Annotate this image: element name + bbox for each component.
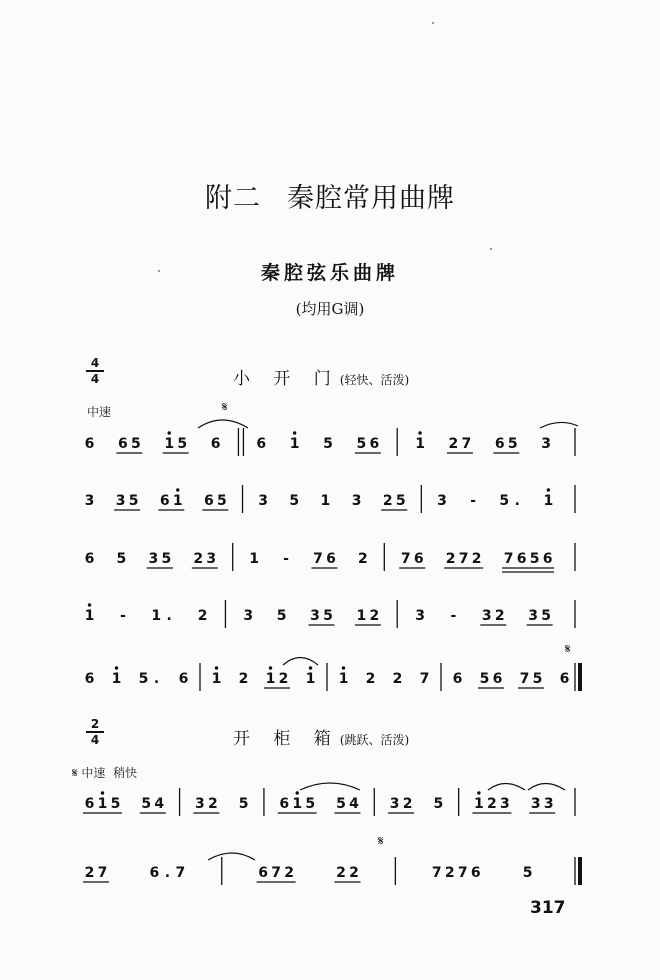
note: 3 (148, 551, 159, 567)
note: 7 (97, 865, 108, 881)
note: 1 (211, 671, 222, 687)
note: 2 (448, 436, 459, 452)
note: 7 (271, 865, 281, 881)
note: 6 (470, 865, 481, 881)
note: 1 (172, 493, 183, 509)
piece-name: 小 开 门 (233, 369, 340, 389)
note: 7 (461, 436, 472, 452)
note: 2 (369, 608, 380, 624)
section-subtitle: 秦腔弦乐曲牌 (260, 262, 399, 284)
octave-dot (115, 666, 118, 669)
note: . (153, 671, 160, 687)
note: 2 (487, 796, 497, 812)
note: 2 (444, 865, 455, 881)
note: 3 (530, 796, 541, 812)
note: . (164, 865, 171, 881)
note: 3 (500, 796, 510, 812)
note: 6 (84, 436, 95, 452)
note: 5 (532, 671, 543, 687)
time-sig-top: 2 (90, 717, 100, 731)
note: 2 (207, 796, 218, 812)
slur (283, 658, 318, 666)
note: 3 (543, 796, 554, 812)
note: 1 (249, 551, 259, 567)
note: 4 (349, 796, 359, 812)
note: 2 (193, 551, 204, 567)
note: 2 (402, 796, 413, 812)
octave-dot (168, 431, 171, 434)
note: 2 (382, 493, 393, 509)
note: 2 (494, 608, 505, 624)
segno-icon: 𝄋 (565, 642, 571, 657)
note: 5 (138, 671, 149, 687)
note: 6 (452, 671, 463, 687)
note: - (119, 608, 126, 624)
note: 1 (474, 796, 484, 812)
note: - (470, 493, 477, 509)
note: 6 (326, 551, 336, 567)
note: 6 (542, 551, 553, 567)
note: 7 (400, 551, 411, 567)
note: 6 (413, 551, 424, 567)
note: 5 (177, 436, 188, 452)
octave-dot (547, 488, 550, 491)
piece-character: (轻快、活泼) (339, 373, 410, 387)
slur (300, 783, 360, 790)
note: 5 (336, 796, 346, 812)
note: 7 (431, 865, 442, 881)
note: 5 (323, 436, 333, 452)
segno-icon: 𝄋 (72, 766, 78, 781)
note: 2 (365, 671, 376, 687)
octave-dot (477, 791, 480, 794)
note: 3 (84, 493, 95, 509)
note: 5 (217, 493, 227, 509)
time-sig-bottom: 4 (90, 372, 100, 386)
note: 6 (494, 436, 505, 452)
octave-dot (88, 603, 91, 606)
tempo-marking-1: 中速 (87, 405, 112, 419)
note: 1 (151, 608, 162, 624)
note: 7 (419, 671, 430, 687)
note: 3 (115, 493, 126, 509)
tempo-extra: 稍快 (113, 766, 138, 780)
note: 1 (265, 671, 276, 687)
note: 3 (258, 493, 269, 509)
note: 2 (445, 551, 456, 567)
note: 6 (279, 796, 290, 812)
time-sig-top: 4 (90, 356, 100, 370)
note: 6 (84, 796, 95, 812)
note: 2 (84, 865, 95, 881)
note: 7 (503, 551, 514, 567)
note: 1 (320, 493, 331, 509)
note: 5 (323, 608, 333, 624)
note: 6 (149, 865, 160, 881)
note: 7 (313, 551, 323, 567)
note: 6 (258, 865, 268, 881)
note: 5 (305, 796, 316, 812)
note: 1 (84, 608, 95, 624)
note: 7 (519, 671, 530, 687)
note: 1 (289, 436, 300, 452)
time-sig-bottom: 4 (90, 733, 100, 747)
octave-dot (309, 666, 312, 669)
note: 3 (310, 608, 320, 624)
note: 6 (159, 493, 170, 509)
note: 6 (84, 551, 95, 567)
note: 1 (338, 671, 349, 687)
note: 1 (356, 608, 367, 624)
octave-dot (418, 431, 421, 434)
note: 6 (84, 671, 95, 687)
piece-character: (跳跃、活泼) (339, 733, 410, 747)
octave-dot (176, 488, 179, 491)
note: 7 (175, 865, 186, 881)
note: 2 (358, 551, 368, 567)
note: 5 (289, 493, 300, 509)
note: . (166, 608, 172, 624)
note: 6 (210, 436, 221, 452)
note: 5 (541, 608, 552, 624)
segno-icon: 𝄋 (378, 834, 384, 849)
slur (198, 420, 248, 428)
note: 3 (351, 493, 362, 509)
title-main: 秦腔常用曲牌 (287, 183, 455, 214)
note: 5 (116, 551, 127, 567)
note: 7 (458, 551, 469, 567)
note: 5 (161, 551, 172, 567)
segno-icon: 𝄋 (222, 400, 228, 415)
note: 5 (238, 796, 249, 812)
note: 6 (178, 671, 189, 687)
note: 5 (522, 865, 533, 881)
note: 7 (457, 865, 468, 881)
note: 1 (292, 796, 303, 812)
note: 5 (130, 436, 141, 452)
note: 2 (278, 671, 289, 687)
note: 2 (336, 865, 346, 881)
piece-name: 开 柜 箱 (233, 729, 340, 749)
note: 1 (97, 796, 108, 812)
note: 2 (284, 865, 294, 881)
page-number: 317 (530, 898, 566, 918)
note: 1 (305, 671, 316, 687)
slur (540, 422, 578, 428)
note: 2 (471, 551, 482, 567)
note: 5 (529, 551, 540, 567)
note: 1 (111, 671, 122, 687)
tempo-text: 中速 (81, 766, 106, 780)
title-prefix: 附二 (205, 183, 261, 214)
octave-dot (293, 431, 296, 434)
slur (488, 784, 525, 791)
note: 1 (543, 493, 554, 509)
note: 5 (395, 493, 406, 509)
note: 3 (194, 796, 205, 812)
note: 6 (256, 436, 267, 452)
note: 6 (117, 436, 128, 452)
note: 5 (128, 493, 139, 509)
slur (528, 784, 565, 791)
octave-dot (269, 666, 272, 669)
note: 2 (349, 865, 359, 881)
note: 5 (507, 436, 518, 452)
note: 3 (243, 608, 254, 624)
note: 3 (541, 436, 552, 452)
slur (208, 853, 255, 860)
note: 6 (369, 436, 380, 452)
octave-dot (215, 666, 218, 669)
note: 2 (238, 671, 249, 687)
note: 5 (141, 796, 152, 812)
note: 3 (481, 608, 492, 624)
note: 3 (206, 551, 217, 567)
note: 6 (204, 493, 214, 509)
octave-dot (342, 666, 345, 669)
note: 5 (356, 436, 367, 452)
note: 1 (415, 436, 425, 452)
note: 2 (197, 608, 208, 624)
note: 2 (392, 671, 403, 687)
note: 5 (276, 608, 287, 624)
note: 3 (389, 796, 400, 812)
note: 1 (164, 436, 175, 452)
note: - (450, 608, 457, 624)
note: 6 (492, 671, 503, 687)
note: 5 (110, 796, 121, 812)
note: 3 (437, 493, 447, 509)
note: . (514, 493, 520, 509)
note: 5 (479, 671, 490, 687)
note: 6 (516, 551, 527, 567)
octave-dot (296, 791, 299, 794)
octave-dot (101, 791, 104, 794)
note: 3 (528, 608, 539, 624)
note: 4 (154, 796, 165, 812)
key-note: (均用G调) (295, 300, 365, 318)
note: 6 (559, 671, 570, 687)
note: 3 (415, 608, 425, 624)
note: - (283, 551, 289, 567)
note: 5 (433, 796, 444, 812)
note: 5 (499, 493, 510, 509)
